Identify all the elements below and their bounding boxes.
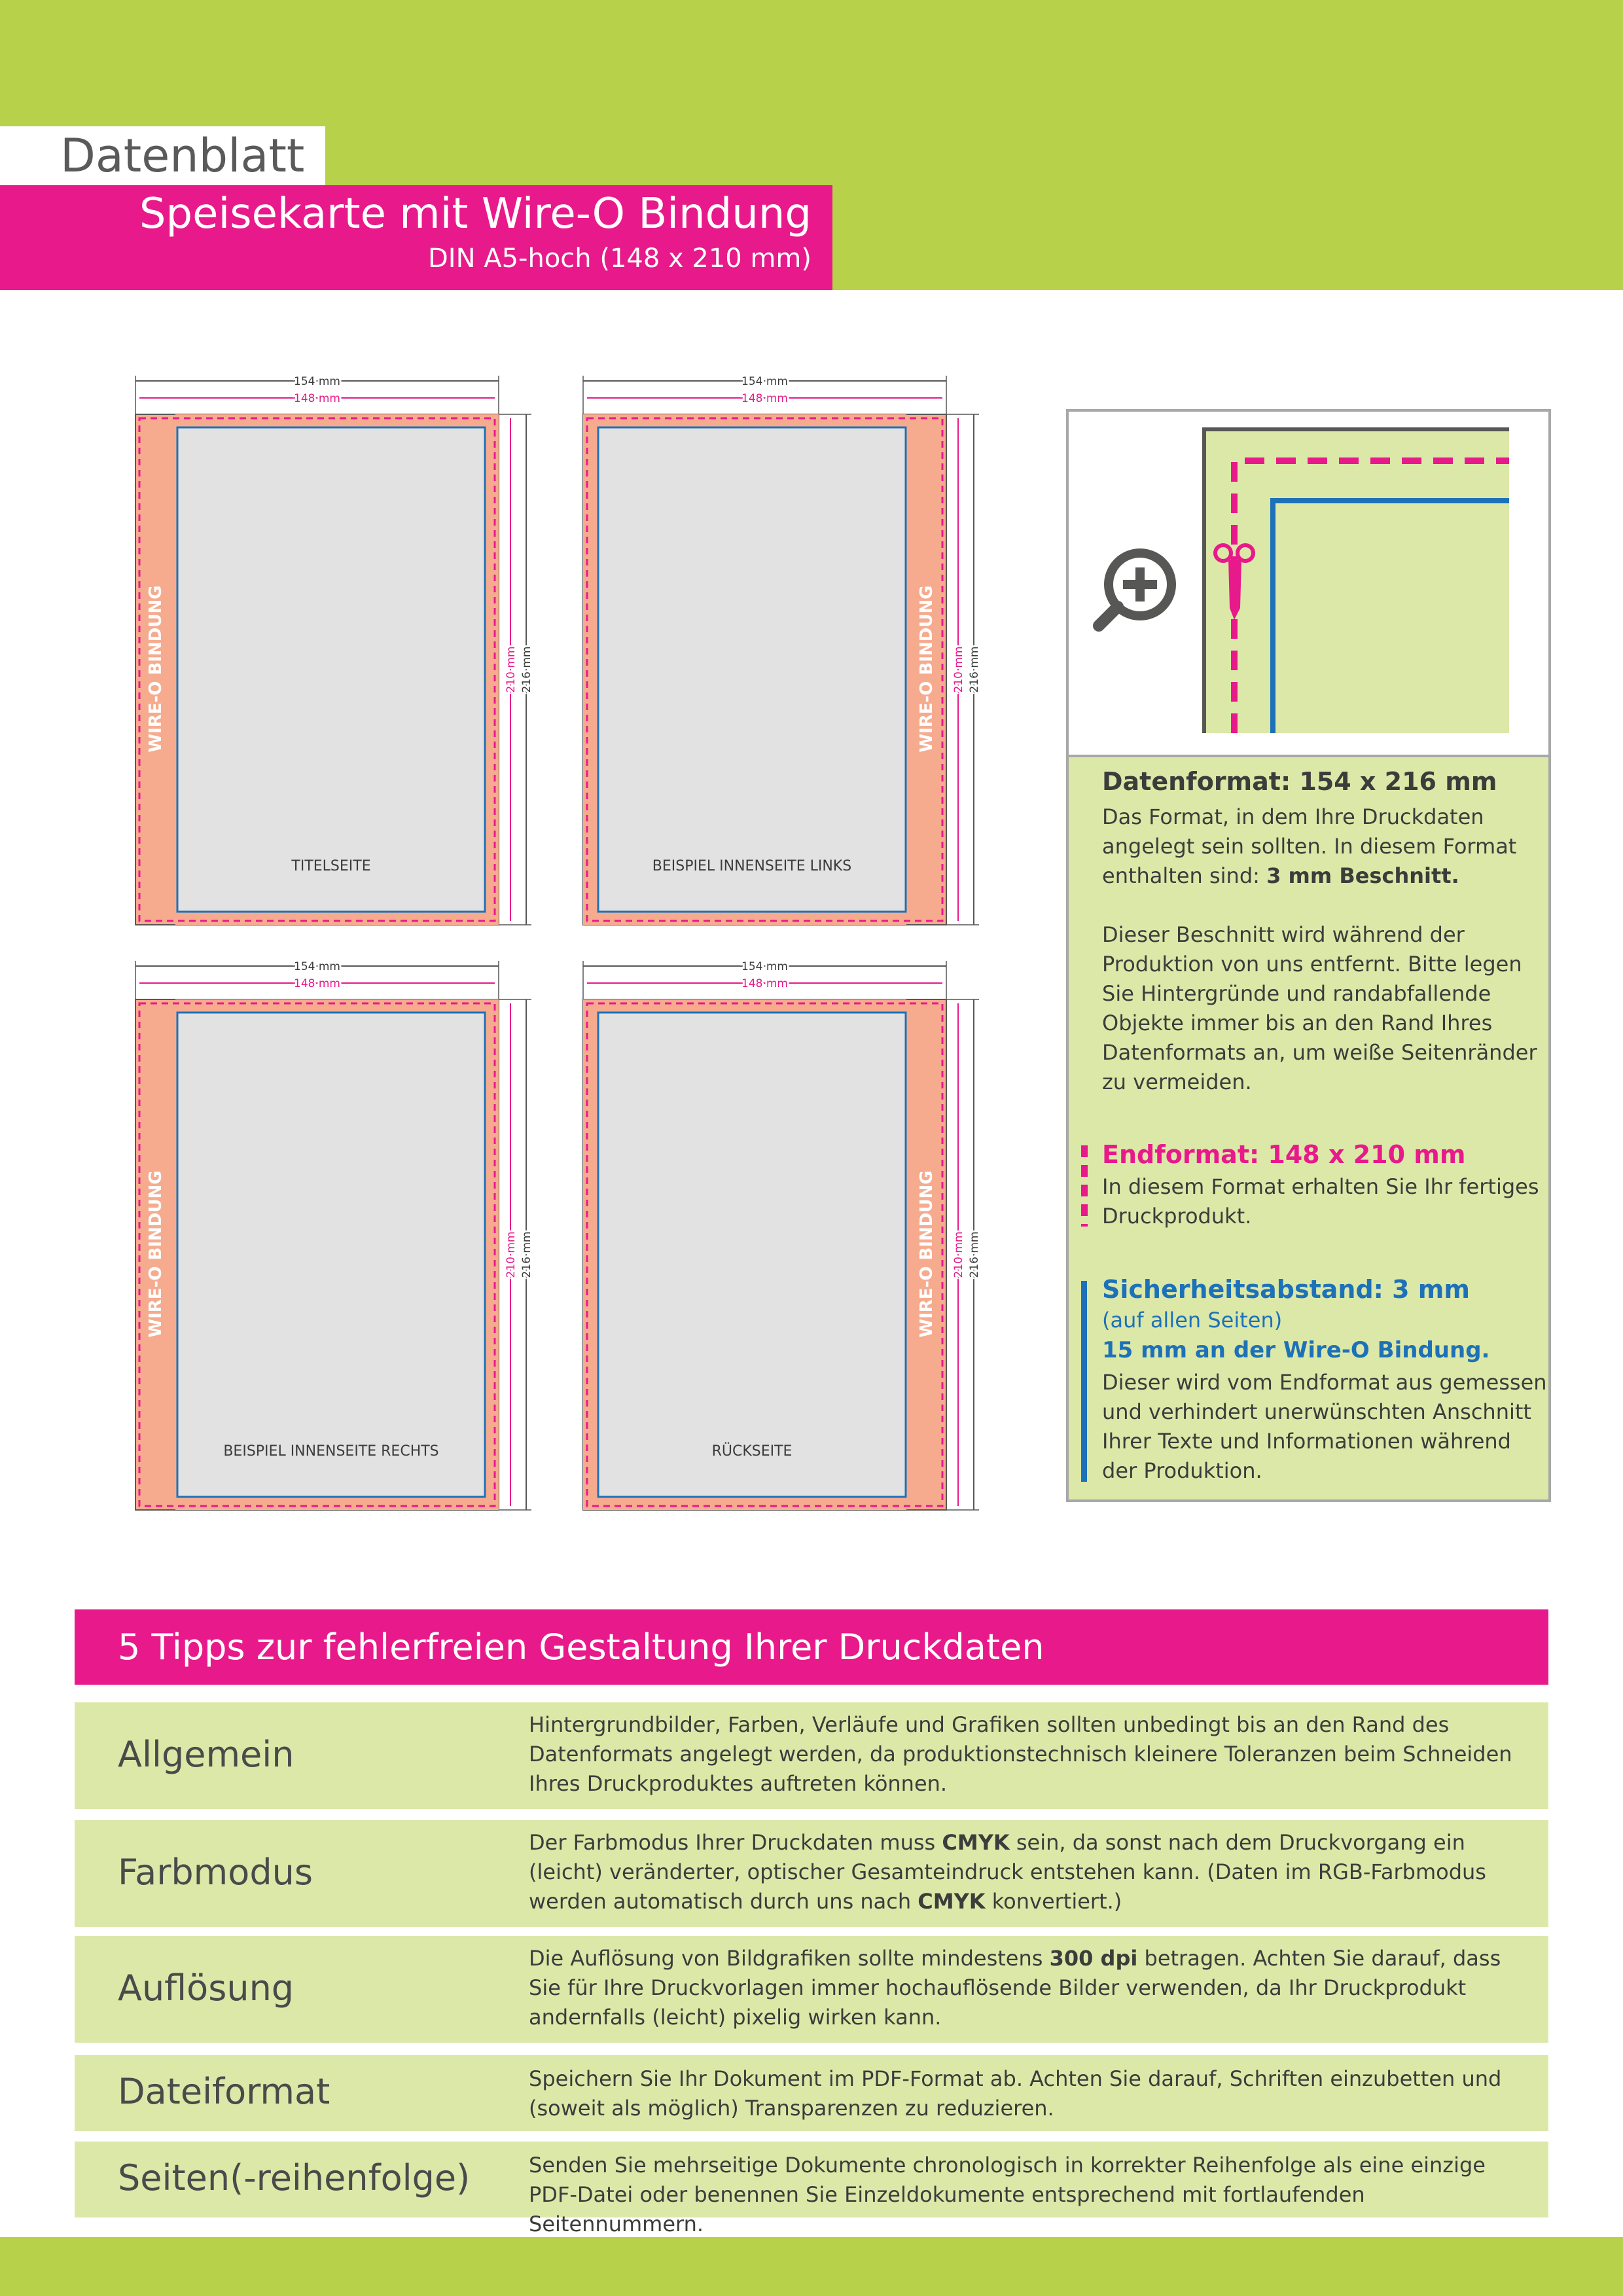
tip-row — [75, 2055, 1548, 2131]
tip-text-part: konvertiert.) — [985, 1889, 1122, 1914]
datenformat-text — [1102, 802, 1547, 891]
tip-text-part: Die Auflösung von Bildgrafiken sollte mindestens — [529, 1946, 1050, 1971]
dim-outer-width-label: 154 mm — [741, 375, 788, 388]
template-caption: BEISPIEL INNENSEITE RECHTS — [223, 1443, 439, 1460]
dim-outer-height-label: 216 mm — [968, 646, 981, 693]
tips-title: 5 Tipps zur fehlerfreien Gestaltung Ihrer Druckdaten — [118, 1626, 1044, 1668]
dim-outer-width-label: 154 mm — [294, 960, 340, 973]
tip-text-part: Hintergrundbilder, Farben, Verläufe und Grafiken sollten unbedingt bis an den Rand des Datenformats angelegt werden, da produktionstechnisch kleinere Toleranzen beim Schneiden Ihres Druckproduktes auftreten können. — [529, 1712, 1512, 1796]
zoom-detail — [1069, 412, 1548, 757]
page-template — [580, 372, 981, 935]
template-caption: BEISPIEL INNENSEITE LINKS — [652, 858, 852, 874]
dim-inner-width-label: 148 mm — [294, 392, 340, 405]
tip-row — [75, 2142, 1548, 2236]
binding-label: WIRE-O BINDUNG — [916, 1170, 936, 1338]
tip-text-part: 300 dpi — [1049, 1946, 1138, 1971]
page-template — [580, 957, 981, 1520]
tip-text-part: Speichern Sie Ihr Dokument im PDF-Format ab. Achten Sie darauf, Schriften einzubetten und (soweit als möglich) Transparenzen zu reduzieren. — [529, 2066, 1502, 2121]
page-subtitle: DIN A5-hoch (148 x 210 mm) — [427, 243, 812, 274]
dim-outer-width-label: 154 mm — [294, 375, 340, 388]
tip-text — [529, 2064, 1537, 2123]
tip-text — [529, 1710, 1537, 1799]
endformat-text: In diesem Format erhalten Sie Ihr fertiges Druckprodukt. — [1102, 1174, 1539, 1229]
page-title: Speisekarte mit Wire-O Bindung — [139, 190, 812, 238]
safe-area — [177, 1013, 485, 1497]
template-caption: RÜCKSEITE — [711, 1443, 793, 1460]
binding-label: WIRE-O BINDUNG — [145, 1170, 166, 1338]
page-template — [133, 957, 533, 1520]
sicherheit-marker — [1081, 1281, 1087, 1482]
sicherheit-bold: 15 mm an der Wire-O Bindung. — [1102, 1337, 1490, 1363]
safe-area — [598, 427, 906, 912]
binding-label: WIRE-O BINDUNG — [145, 585, 166, 753]
datenformat-text-a: Das Format, in dem Ihre Druckdaten angelegt sein sollten. In diesem Format enthalten sind: — [1102, 804, 1517, 888]
template-graphic — [133, 372, 539, 935]
template-caption: TITELSEITE — [291, 858, 371, 874]
tip-row — [75, 1936, 1548, 2043]
footer-band — [0, 2237, 1623, 2296]
tip-label: Dateiformat — [118, 2071, 330, 2112]
zoom-bleed-area — [1204, 429, 1509, 733]
tip-text-part: CMYK — [918, 1889, 986, 1914]
beschnitt-text: Dieser Beschnitt wird während der Produktion von uns entfernt. Bitte legen Sie Hintergründe und randabfallende Objekte immer bis an den Rand Ihres Datenformats an, um weiße Seitenränder zu vermeiden. — [1102, 922, 1537, 1094]
tip-label: Seiten(-reihenfolge) — [118, 2157, 471, 2198]
page-template — [133, 372, 533, 935]
safe-area — [177, 427, 485, 912]
dim-inner-height-label: 210 mm — [505, 1231, 518, 1278]
dim-outer-height-label: 216 mm — [968, 1231, 981, 1278]
template-graphic — [133, 957, 539, 1520]
dim-outer-width-label: 154 mm — [741, 960, 788, 973]
tip-text-part: sein, da sonst nach dem Druckvorgang ein (leicht) veränderter, optischer Gesamteindruck entstehen kann. (Daten im RGB-Farbmodus werden automatisch durch uns nach — [529, 1830, 1486, 1914]
tip-label: Farbmodus — [118, 1851, 313, 1893]
tip-text — [529, 1944, 1537, 2032]
dim-inner-height-label: 210 mm — [505, 646, 518, 693]
tip-row — [75, 1702, 1548, 1809]
dim-inner-height-label: 210 mm — [952, 1231, 965, 1278]
datasheet-label: Datenblatt — [60, 129, 305, 183]
zoom-detail-graphic — [1069, 412, 1548, 755]
tip-text — [529, 2151, 1537, 2239]
tip-row — [75, 1820, 1548, 1927]
datenformat-title: Datenformat: 154 x 216 mm — [1102, 767, 1497, 796]
safe-area — [598, 1013, 906, 1497]
sicherheit-sub: (auf allen Seiten) — [1102, 1308, 1283, 1333]
sicherheit-text: Dieser wird vom Endformat aus gemessen und verhindert unerwünschten Anschnitt Ihrer Texte und Informationen während der Produktion. — [1102, 1370, 1547, 1483]
dim-inner-width-label: 148 mm — [294, 977, 340, 990]
tip-label: Allgemein — [118, 1733, 294, 1775]
tip-text-part: Senden Sie mehrseitige Dokumente chronologisch in korrekter Reihenfolge als eine einzige PDF-Datei oder benennen Sie Einzeldokumente entsprechend mit fortlaufenden Seitennummern. — [529, 2153, 1486, 2236]
datenformat-text-bold: 3 mm Beschnitt. — [1266, 863, 1459, 888]
tip-text-part: Der Farbmodus Ihrer Druckdaten muss — [529, 1830, 942, 1855]
tip-text — [529, 1828, 1537, 1916]
magnifier-plus-icon — [1099, 553, 1171, 626]
dim-inner-width-label: 148 mm — [741, 392, 788, 405]
tip-text-part: CMYK — [942, 1830, 1010, 1855]
dim-outer-height-label: 216 mm — [520, 646, 533, 693]
dim-inner-height-label: 210 mm — [952, 646, 965, 693]
tip-label: Auflösung — [118, 1967, 294, 2009]
dim-inner-width-label: 148 mm — [741, 977, 788, 990]
sicherheit-title: Sicherheitsabstand: 3 mm — [1102, 1275, 1470, 1304]
endformat-title: Endformat: 148 x 210 mm — [1102, 1140, 1466, 1169]
tip-text-part: betragen. Achten Sie darauf, dass Sie für Ihre Druckvorlagen immer hochauflösende Bilder verwenden, da Ihr Druckprodukt andernfalls (leicht) pixelig wirken kann. — [529, 1946, 1501, 2030]
binding-label: WIRE-O BINDUNG — [916, 585, 936, 753]
endformat-marker — [1081, 1145, 1088, 1227]
dim-outer-height-label: 216 mm — [520, 1231, 533, 1278]
